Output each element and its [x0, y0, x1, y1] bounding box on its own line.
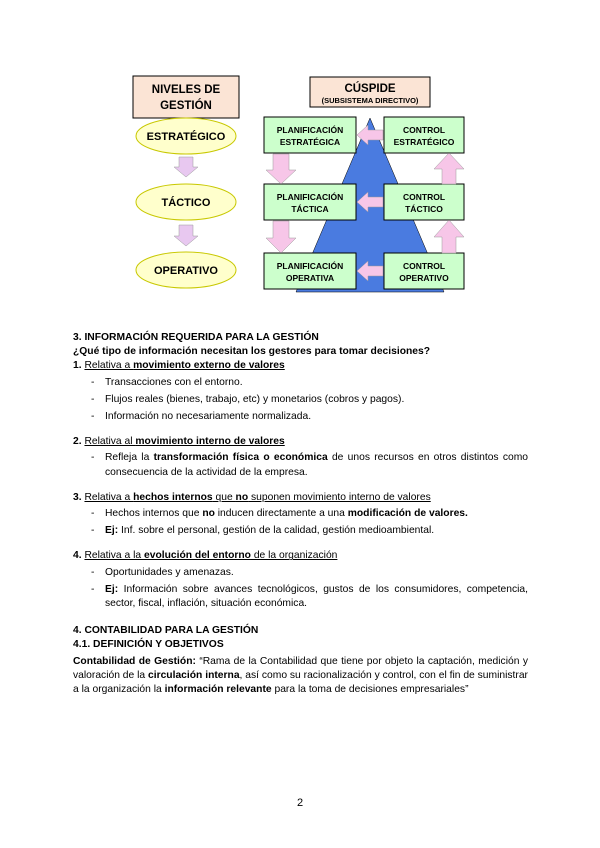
list-item	[105, 507, 528, 521]
niveles-title-line2: GESTIÓN	[160, 100, 212, 112]
subsection-2-title	[84, 436, 284, 447]
section-3-title: 3. INFORMACIÓN REQUERIDA PARA LA GESTIÓN	[73, 332, 319, 343]
planning-label-operativa-1: PLANIFICACIÓN	[276, 261, 344, 271]
control-box-operativo	[384, 253, 464, 289]
subsection-2-number: 2.	[73, 436, 85, 448]
page-number: 2	[296, 797, 304, 809]
control-label-estrategico-2: ESTRATÉGICO	[393, 137, 455, 147]
level-label-estrategico: ESTRATÉGICO	[146, 131, 226, 143]
planning-box-operativa	[264, 253, 356, 289]
subsection-3-list	[73, 507, 528, 538]
subsection-3-number: 3.	[73, 491, 85, 503]
subsection-2-pre: Relativa al	[84, 436, 136, 448]
control-box-tactico	[384, 184, 464, 220]
subsection-4-pre: Relativa a la	[84, 550, 144, 562]
definition-bold-2: información relevante	[164, 684, 272, 696]
subsection-1-title	[84, 360, 284, 371]
subsection-3-bold2: no	[235, 491, 249, 503]
document-body	[73, 331, 528, 697]
subsection-4-heading	[73, 549, 528, 563]
s3-item1-pre: Hechos internos que	[105, 508, 203, 520]
subsection-3-pre: Relativa a	[84, 491, 134, 503]
subsection-2-bold: movimiento interno de valores	[135, 436, 285, 448]
control-label-estrategico-1: CONTROL	[402, 125, 446, 135]
planning-arrow-down-2	[266, 221, 296, 253]
subsection-2-list	[73, 451, 528, 479]
list-item	[105, 451, 528, 479]
s2-item-pre: Refleja la	[105, 452, 154, 464]
cuspide-title: CÚSPIDE	[344, 83, 396, 95]
definition-term: Contabilidad de Gestión:	[73, 655, 196, 667]
planning-label-tactica-1: PLANIFICACIÓN	[276, 192, 344, 202]
subsection-4-number: 4.	[73, 550, 85, 562]
s2-item-post: de unos recursos en otros distintos como consecuencia de la actividad de la empresa.	[105, 452, 529, 478]
subsection-3-title	[84, 492, 430, 503]
level-arrow-down-2	[174, 225, 198, 246]
subsection-4-bold: evolución del entorno	[143, 550, 251, 562]
planning-label-estrategica-1: PLANIFICACIÓN	[276, 125, 344, 135]
s3-item1-bold2: modificación de valores.	[347, 508, 468, 520]
subsection-3-heading	[73, 491, 528, 505]
cuspide-subtitle: (SUBSISTEMA DIRECTIVO)	[321, 96, 419, 105]
planning-label-tactica-2: TÁCTICA	[291, 204, 329, 214]
list-item	[105, 524, 528, 538]
list-item: - Oportunidades y amenazas.	[105, 566, 528, 580]
list-item: - Información no necesariamente normalizada.	[105, 410, 528, 424]
planning-label-operativa-2: OPERATIVA	[285, 273, 335, 283]
niveles-title-line1: NIVELES DE	[151, 84, 221, 96]
s4-item2-ej: Ej:	[105, 583, 119, 595]
s3-item2-ej: Ej:	[105, 525, 119, 537]
list-item: - Transacciones con el entorno.	[105, 376, 528, 390]
control-label-tactico-1: CONTROL	[402, 192, 446, 202]
subsection-4-list	[73, 566, 528, 612]
control-arrow-up-1	[434, 153, 464, 184]
list-item: - Flujos reales (bienes, trabajo, etc) y monetarios (cobros y pagos).	[105, 393, 528, 407]
section-3-question: ¿Qué tipo de información necesitan los gestores para tomar decisiones?	[73, 346, 431, 358]
subsection-4-title	[84, 550, 337, 561]
section-4-1-title: 4.1. DEFINICIÓN Y OBJETIVOS	[73, 639, 224, 651]
s2-item-bold: transformación física o económica	[153, 452, 328, 464]
subsection-3-mid: que	[212, 491, 236, 503]
planning-box-tactica	[264, 184, 356, 220]
s3-item1-mid: inducen directamente a una	[214, 508, 348, 520]
definition-text-3: para la toma de decisiones empresariales”	[271, 684, 469, 696]
planning-arrow-down-1	[266, 154, 296, 184]
s3-item1-bold1: no	[202, 508, 215, 520]
subsection-4-post: de la organización	[250, 550, 338, 562]
subsection-1-bold: movimiento externo de valores	[133, 360, 285, 372]
definition-text-1: “Rama de la Contabilidad que tiene por objeto la captación, medición y valoración de la	[73, 655, 528, 681]
subsection-1-number: 1.	[73, 360, 85, 372]
control-arrow-up-2	[434, 220, 464, 253]
level-label-operativo: OPERATIVO	[154, 265, 218, 277]
level-arrow-down-1	[174, 157, 198, 177]
subsection-1-pre: Relativa a	[84, 360, 134, 372]
definition-bold-1: circulación interna	[147, 669, 240, 681]
control-box-estrategico	[384, 117, 464, 153]
management-levels-diagram	[0, 0, 600, 330]
subsection-3-post: suponen movimiento interno de valores	[248, 491, 431, 503]
list-item	[105, 583, 528, 611]
s4-item2-text: Información sobre avances tecnológicos, gustos de los consumidores, competencia, sector, fiscal, inflación, situación económica.	[105, 583, 528, 610]
level-label-tactico: TÁCTICO	[161, 197, 211, 209]
subsection-3-bold1: hechos internos	[133, 491, 213, 503]
control-label-operativo-2: OPERATIVO	[399, 273, 449, 283]
s3-item2-text: Inf. sobre el personal, gestión de la calidad, gestión medioambiental.	[118, 525, 435, 537]
planning-label-estrategica-2: ESTRATÉGICA	[279, 137, 341, 147]
subsection-2-heading	[73, 435, 528, 449]
control-label-tactico-2: TÁCTICO	[405, 204, 443, 214]
planning-box-estrategica	[264, 117, 356, 153]
definition-text-2: , así como su racionalización y control, con el fin de suministrar a la organización la	[73, 669, 528, 696]
subsection-1-heading	[73, 359, 528, 373]
section-4-title: 4. CONTABILIDAD PARA LA GESTIÓN	[73, 625, 259, 637]
subsection-1-list	[73, 376, 528, 425]
definition-paragraph	[73, 655, 528, 698]
control-label-operativo-1: CONTROL	[402, 261, 446, 271]
